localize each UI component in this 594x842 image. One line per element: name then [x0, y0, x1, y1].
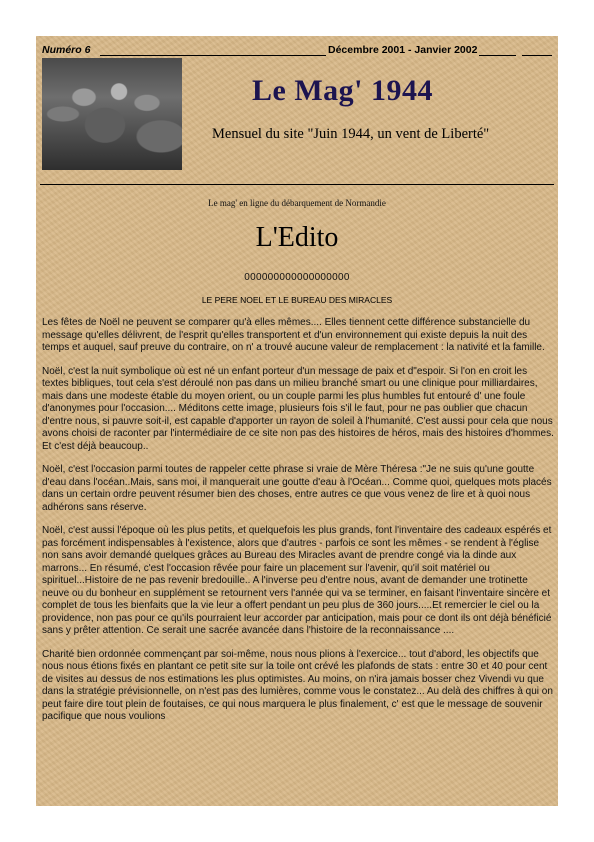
paragraph: Noël, c'est la nuit symbolique où est né un enfant porteur d'un message de paix et d"espoir. Si l'on en croit les textes bibliques, tout cela s'est déroulé non pas dans un milieu branché smart ou une clinique pour milliardaires, mais dans une modeste étable du moyen orient, ou un couple parmi les plus humbles fut entouré d' une foule d'anonymes pour l'occasion.... Méditons cette image, plusieurs fois s'il le faut, pour ne pas oublier que chacun d'entre nous, si pauvre soit-il, est capable d'apporter un rayon de soleil à l'humanité. C'est aussi pour cela que nous avons choisi de raconter par l'intermédiaire de ce site non pas des histoires de héros, mais des histoires d'hommes. Et c'est déjà beaucoup..: [42, 365, 554, 452]
article-body: [42, 317, 554, 735]
soldiers-photo: [42, 58, 182, 170]
tagline: Le mag' en ligne du débarquement de Normandie: [208, 198, 386, 208]
header-divider: [40, 184, 554, 185]
issue-date: Décembre 2001 - Janvier 2002: [328, 44, 478, 56]
magazine-subtitle: Mensuel du site "Juin 1944, un vent de Liberté": [212, 126, 490, 142]
article-headline: LE PERE NOEL ET LE BUREAU DES MIRACLES: [201, 295, 393, 305]
paragraph: Noël, c'est aussi l'époque où les plus petits, et quelquefois les plus grands, font l'inventaire des cadeaux espérés et pas forcément indispensables à l'existence, alors que d'autres - parfois ce sont les mêmes - se rendent à l'église non sans avoir demandé quelques grâces au Bureau des Miracles avant de prendre congé via la dinde aux marrons... En résumé, c'est l'occasion rêvée pour faire un placement sur l'avenir, qu'il soit matériel ou spirituel...Histoire de ne pas revenir bredouille.. A l'inverse peu d'entre nous, avant de demander une trotinette neuve ou du bonheur en supplément se retournent vers l'année qui va se terminer, en faisant l'inventaire sincère et complet de tous les bienfaits que la vie leur a offert pendant un peu plus de 360 jours.....Et remercier le ciel ou la providence, non pas pour ce qu'ils pourraient leur accorder par anticipation, mais pour ce dont ils ont déjà bénéficié sans y prêter attention. Ce serait une sacrée avancée dans l'histoire de la reconnaissance ....: [42, 525, 552, 636]
paragraph: Noël, c'est l'occasion parmi toutes de rappeler cette phrase si vraie de Mère Théresa :"Je ne suis qu'une goutte d'eau dans l'océan..Mais, sans moi, il manquerait une goutte d'eau à l'Océan... Comme quoi, quelques mots placés dans un certain ordre peuvent résumer bien des choses, entre autres ce que vous venez de lire et à quoi nous adhérons sans réserve.: [42, 464, 552, 513]
issue-rule-tail: [522, 55, 552, 56]
issue-number: Numéro 6: [42, 44, 91, 56]
magazine-title: Le Mag' 1944: [252, 74, 433, 107]
section-title: L'Edito: [255, 222, 339, 253]
paragraph: Charité bien ordonnée commençant par soi-même, nous nous plions à l'exercice... tout d'abord, les objectifs que nous nous étions fixés en plantant ce petit site sur la toile ont crévé les plafonds de stats : entre 30 et 40 pour cent de visites au dessus de nos estimations les plus optimistes. Au moins, on n'ira jamais bosser chez Vivendi vu que dans la stratégie prévisionnelle, on n'est pas des lumières, comme vous le constatez... Au delà des chiffres à qui on peut faire dire tout plein de foutaises, ce qui nous marquera le plus finalement, c' est que le message de souvenir pacifique que nous voulions: [42, 648, 553, 722]
paragraph: Les fêtes de Noël ne peuvent se comparer qu'à elles mêmes.... Elles tiennent cette différence substancielle du message qu'elles délivrent, de l'esprit qu'elles transportent et d'un environnement qui existe depuis la nuit des temps et auquel, sauf preuve du contraire, on n' a trouvé aucune valeur de remplacement : la nativité et la famille.: [42, 317, 545, 353]
separator-line: 000000000000000000: [244, 272, 350, 283]
magazine-page: [36, 36, 558, 806]
